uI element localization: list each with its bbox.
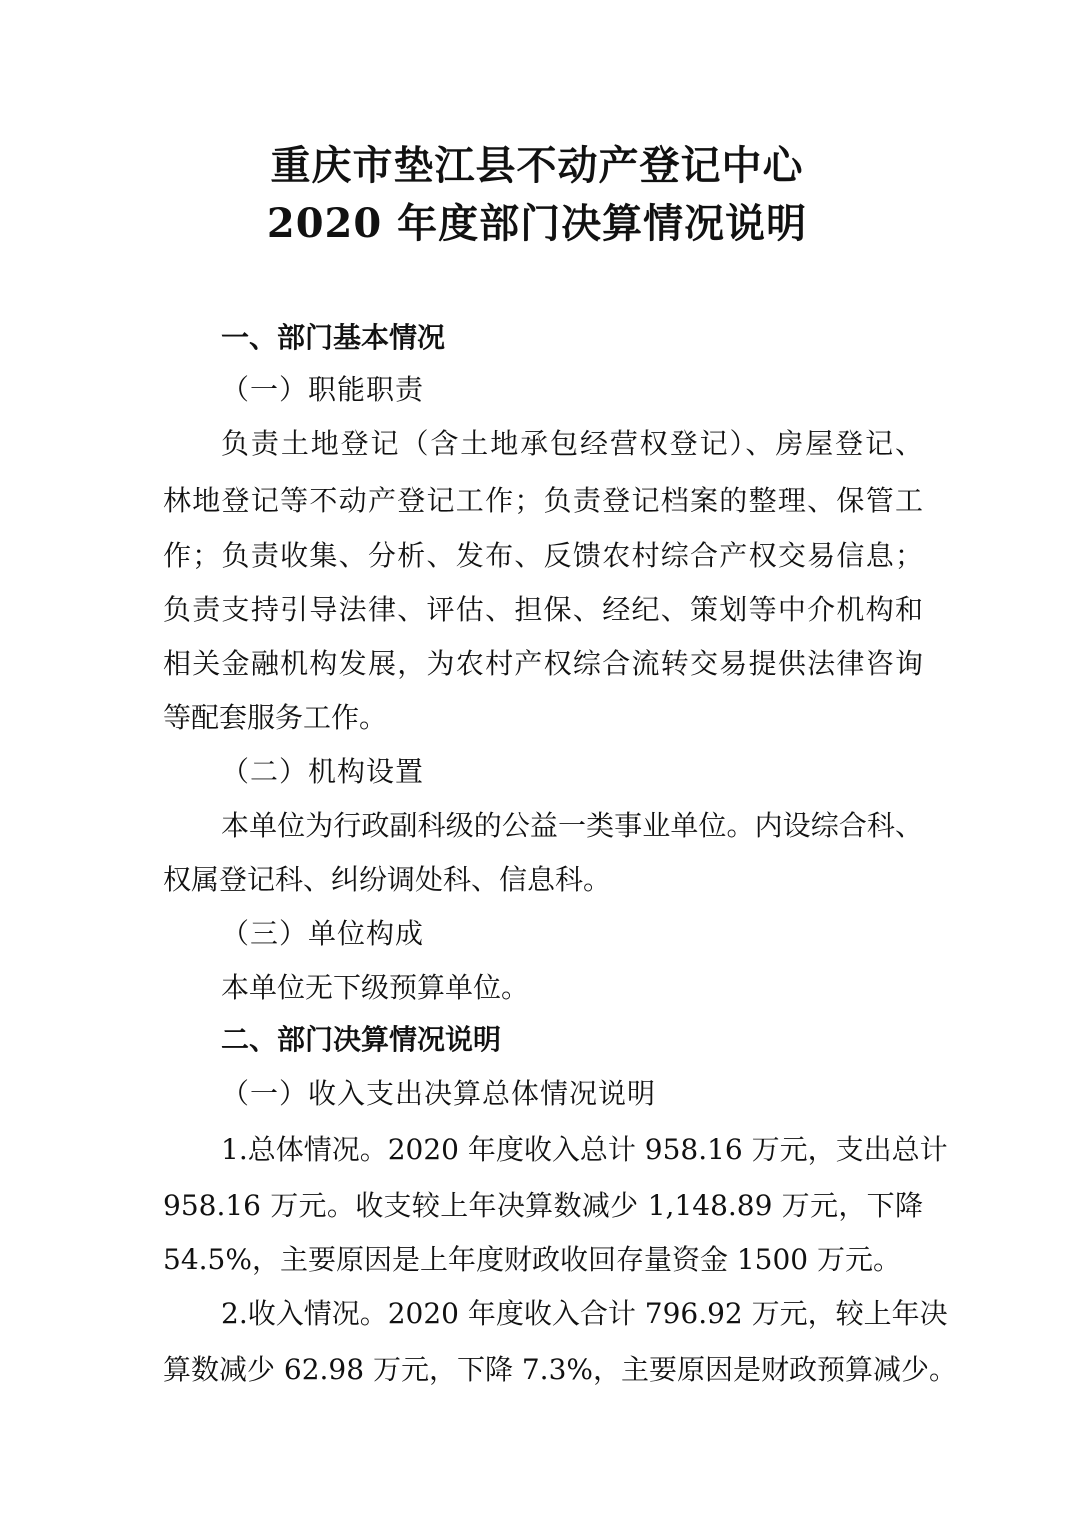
section-1-sub-1-heading: （一）职能职责 (221, 373, 425, 406)
paragraph-line: 54.5%，主要原因是上年度财政收回存量资金 1500 万元。 (163, 1243, 902, 1276)
section-2-sub-1-heading: （一）收入支出决算总体情况说明 (221, 1077, 657, 1110)
paragraph-line: 2.收入情况。2020 年度收入合计 796.92 万元，较上年决 (221, 1297, 948, 1330)
paragraph-line: 本单位为行政副科级的公益一类事业单位。内设综合科、 (221, 809, 923, 842)
section-1-sub-3-heading: （三）单位构成 (221, 917, 425, 950)
paragraph-line: 算数减少 62.98 万元，下降 7.3%，主要原因是财政预算减少。 (163, 1353, 957, 1386)
paragraph-line: 1.总体情况。2020 年度收入总计 958.16 万元，支出总计 (221, 1133, 948, 1166)
paragraph-line: 相关金融机构发展，为农村产权综合流转交易提供法律咨询 (163, 647, 923, 680)
paragraph-line: 本单位无下级预算单位。 (221, 971, 530, 1004)
document-title-line-2: 2020 年度部门决算情况说明 (266, 200, 808, 247)
section-2-heading: 二、部门决算情况说明 (221, 1023, 502, 1056)
paragraph-line: 负责土地登记（含土地承包经营权登记）、房屋登记、 (221, 427, 923, 460)
paragraph-line: 等配套服务工作。 (163, 701, 388, 734)
document-title-line-1: 重庆市垫江县不动产登记中心 (270, 142, 804, 189)
paragraph-line: 权属登记科、纠纷调处科、信息科。 (163, 863, 612, 896)
paragraph-line: 作；负责收集、分析、发布、反馈农村综合产权交易信息； (163, 539, 923, 572)
paragraph-line: 林地登记等不动产登记工作；负责登记档案的整理、保管工 (163, 484, 923, 517)
paragraph-line: 958.16 万元。收支较上年决算数减少 1,148.89 万元，下降 (163, 1189, 923, 1222)
section-1-heading: 一、部门基本情况 (221, 321, 446, 354)
section-1-sub-2-heading: （二）机构设置 (221, 755, 425, 788)
paragraph-line: 负责支持引导法律、评估、担保、经纪、策划等中介机构和 (163, 593, 923, 626)
